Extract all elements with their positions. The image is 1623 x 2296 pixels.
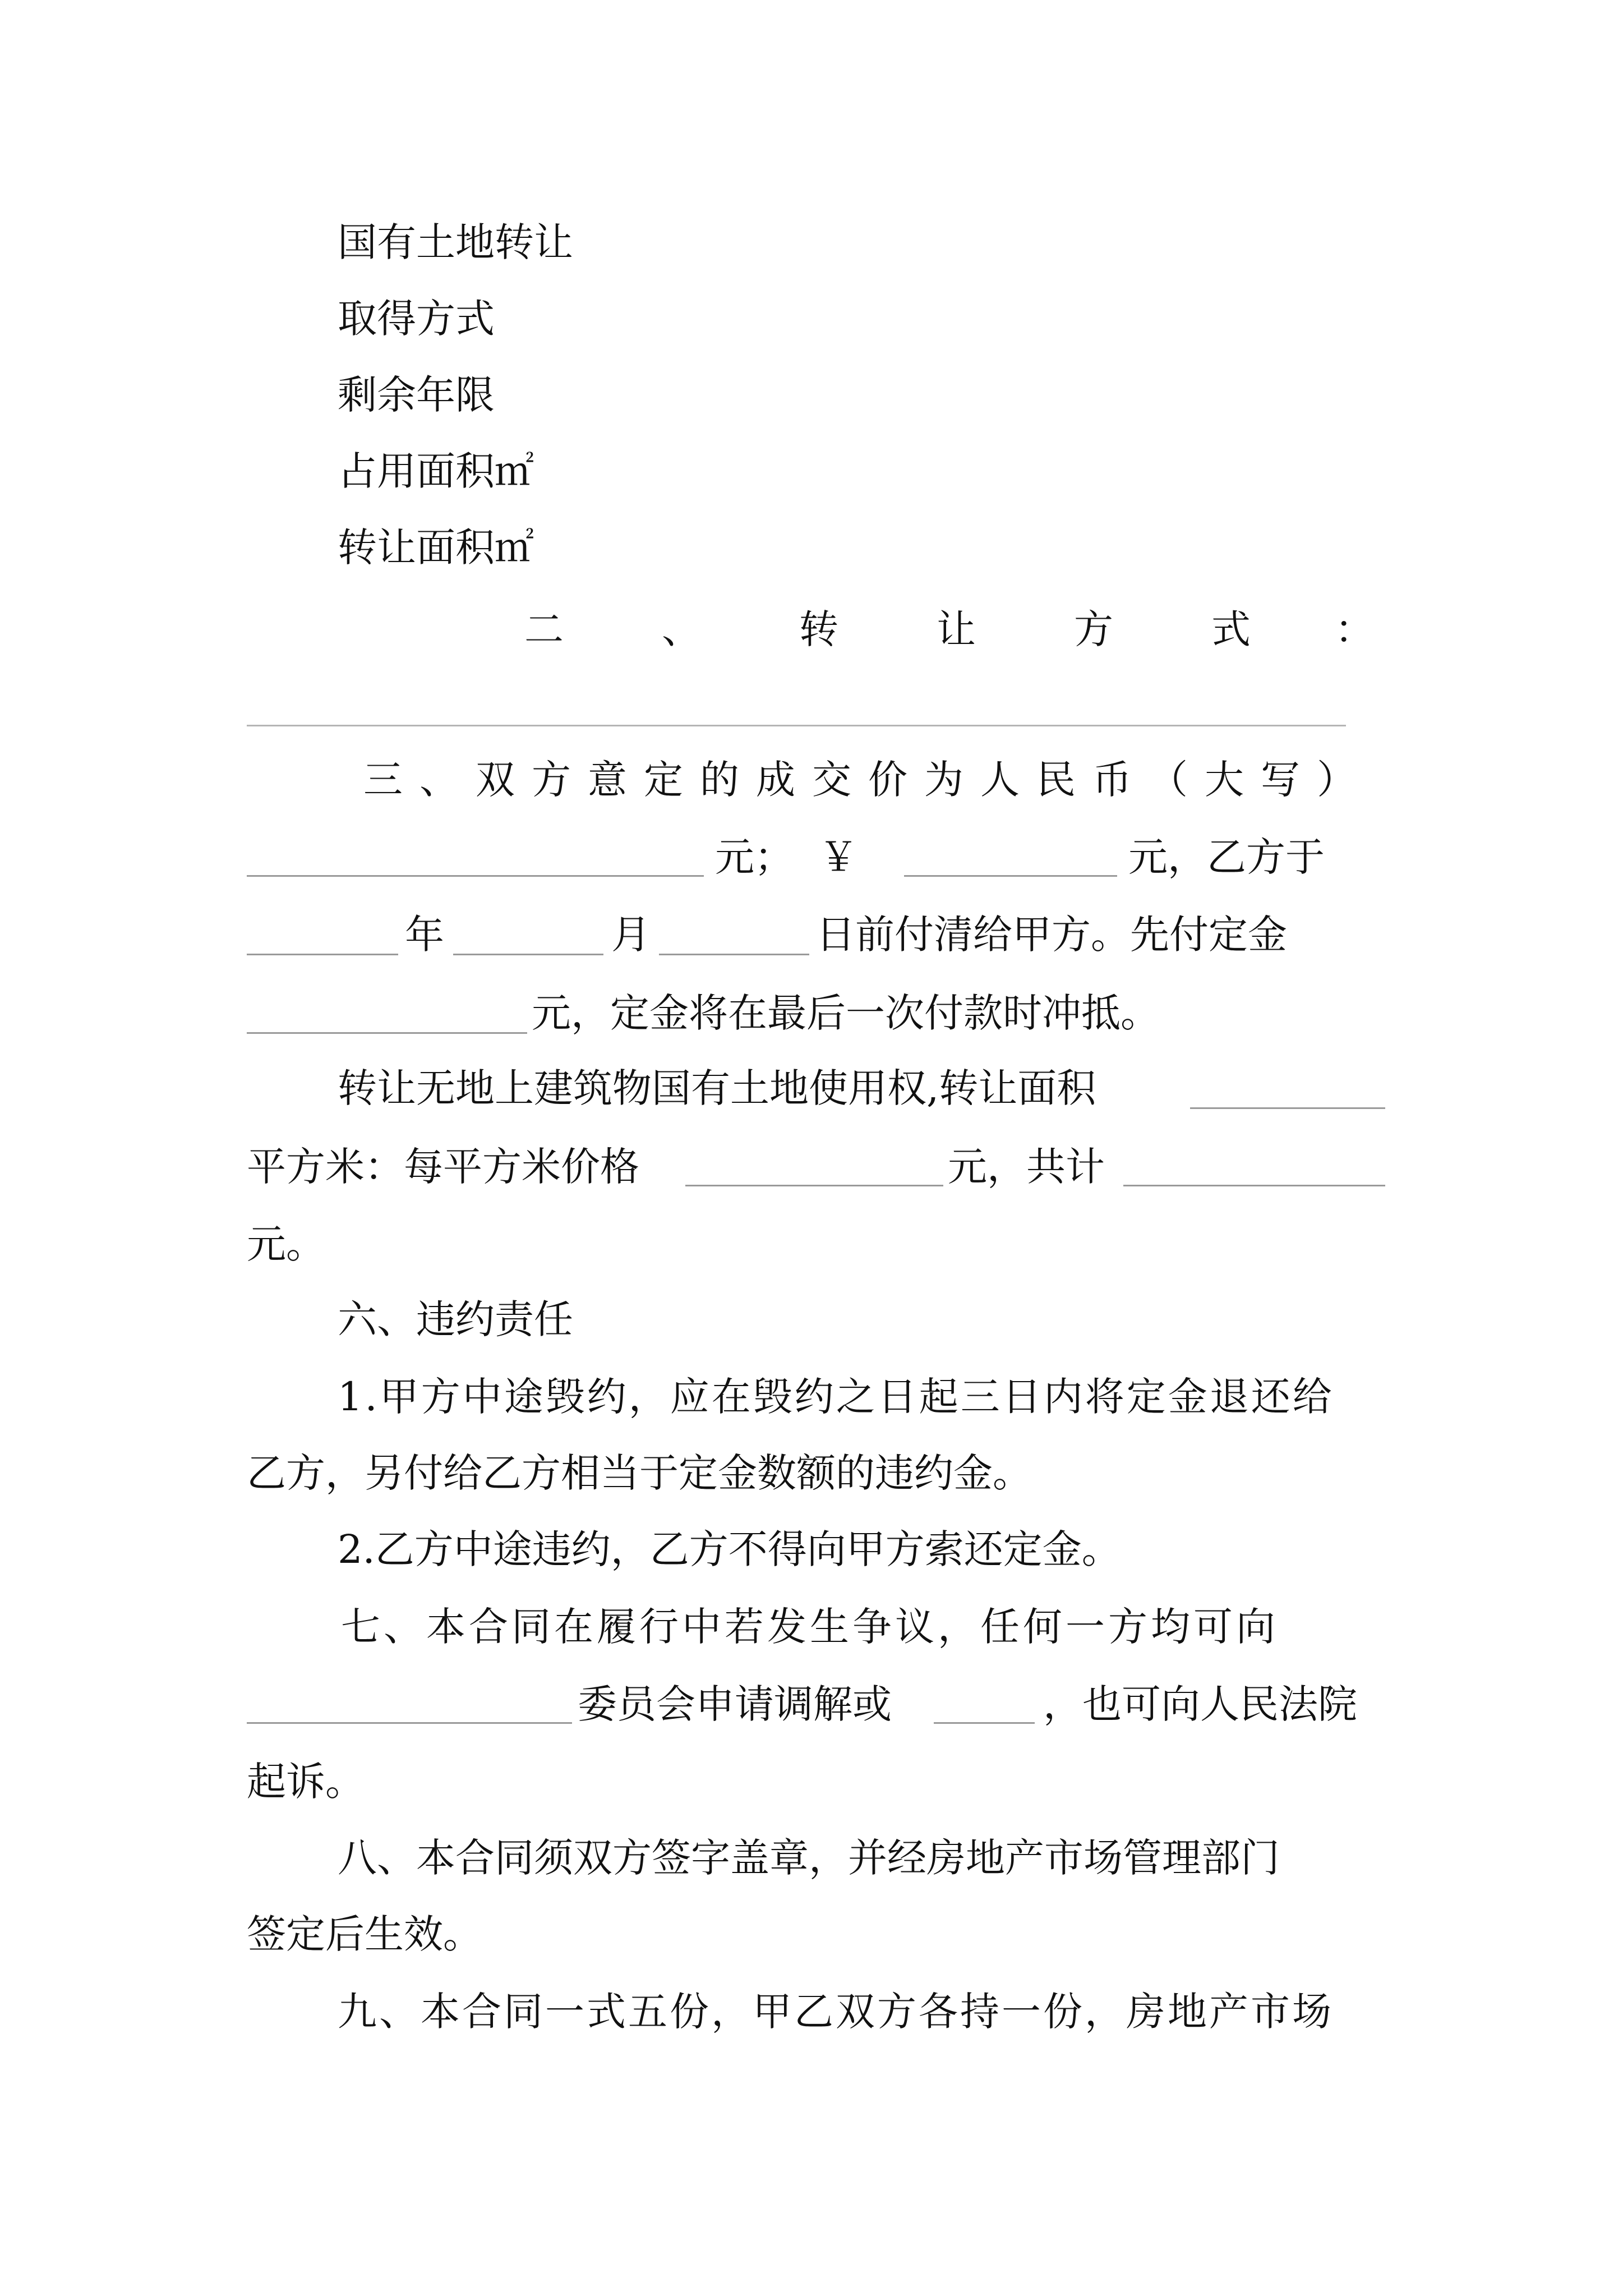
unit-price-blank[interactable] [685, 1185, 943, 1186]
section2-char: 式 [1211, 606, 1251, 652]
price-uppercase-blank[interactable] [247, 875, 704, 877]
section3-char: 意 [588, 757, 627, 803]
arbitration-blank[interactable] [934, 1722, 1035, 1724]
year-blank[interactable] [247, 954, 398, 955]
section2-blank-line [247, 725, 1346, 726]
section3-char: 成 [756, 757, 795, 803]
total-price-blank[interactable] [1123, 1185, 1385, 1186]
section3-line4: 元，定金将在最后一次付款时冲抵。 [532, 990, 1160, 1036]
section3-char: ） [1317, 757, 1356, 803]
section6-clause1-line2: 乙方，另付给乙方相当于定金数额的违约金。 [247, 1450, 1032, 1496]
section9-line1: 九、本合同一式五份，甲乙双方各持一份，房地产市场 [338, 1989, 1334, 2035]
section3-char: 价 [868, 757, 907, 803]
item-transfer-area: 转让面积㎡ [338, 524, 534, 570]
section7-line2-a: 委员会申请调解或 [578, 1681, 892, 1727]
month-label: 月 [611, 912, 651, 958]
section7-line2-b: ，也可向人民法院 [1043, 1681, 1357, 1727]
section3-char: 、 [419, 757, 459, 803]
section2-char: 方 [1074, 606, 1113, 652]
no-building-line2-b: 元，共计 [948, 1144, 1105, 1190]
section2-char: ： [1335, 606, 1374, 652]
section3-yuan-1: 元； [715, 834, 794, 880]
section3-char: 币 [1092, 757, 1132, 803]
section3-char: 方 [532, 757, 571, 803]
section2-char: 转 [799, 606, 838, 652]
section6-clause2: 2.乙方中途违约，乙方不得向甲方索还定金。 [338, 1526, 1121, 1572]
item-acquisition-method: 取得方式 [338, 296, 495, 342]
no-building-line2-a: 平方米：每平方米价格 [247, 1144, 639, 1190]
committee-blank[interactable] [247, 1722, 572, 1724]
deposit-blank[interactable] [247, 1032, 527, 1034]
item-remaining-years: 剩余年限 [338, 372, 495, 418]
section3-line3-rest: 日前付清给甲方。先付定金 [816, 912, 1287, 958]
section3-char: 的 [700, 757, 739, 803]
section3-char: 为 [924, 757, 963, 803]
section6-title: 六、违约责任 [338, 1296, 573, 1342]
no-building-line1: 转让无地上建筑物国有土地使用权,转让面积 [338, 1065, 1096, 1111]
section3-char: （ [1149, 757, 1188, 803]
section7-line3: 起诉。 [247, 1759, 365, 1805]
section3-char: 三 [363, 757, 403, 803]
no-building-line3: 元。 [247, 1221, 325, 1267]
section8-line1: 八、本合同须双方签字盖章，并经房地产市场管理部门 [338, 1835, 1280, 1881]
day-blank[interactable] [659, 954, 809, 955]
section7-line1: 七、本合同在履行中若发生争议，任何一方均可向 [341, 1604, 1279, 1650]
item-land-transfer: 国有土地转让 [338, 219, 573, 265]
year-label: 年 [405, 912, 444, 958]
price-number-blank[interactable] [904, 875, 1117, 877]
section3-char: 双 [476, 757, 515, 803]
section3-char: 交 [812, 757, 851, 803]
section2-char: 、 [662, 606, 701, 652]
month-blank[interactable] [453, 954, 603, 955]
section3-char: 写 [1261, 757, 1300, 803]
section3-char: 大 [1205, 757, 1244, 803]
section3-char: 民 [1036, 757, 1076, 803]
section8-line2: 签定后生效。 [247, 1911, 482, 1957]
section3-yuan-2: 元，乙方于 [1128, 834, 1325, 880]
item-occupied-area: 占用面积㎡ [338, 448, 534, 494]
transfer-area-blank[interactable] [1190, 1107, 1385, 1109]
section6-clause1-line1: 1.甲方中途毁约，应在毁约之日起三日内将定金退还给 [338, 1374, 1334, 1420]
section2-char: 二 [524, 606, 564, 652]
section2-char: 让 [937, 606, 976, 652]
yen-sign: ￥ [819, 834, 858, 880]
section3-char: 定 [644, 757, 683, 803]
section3-char: 人 [980, 757, 1020, 803]
